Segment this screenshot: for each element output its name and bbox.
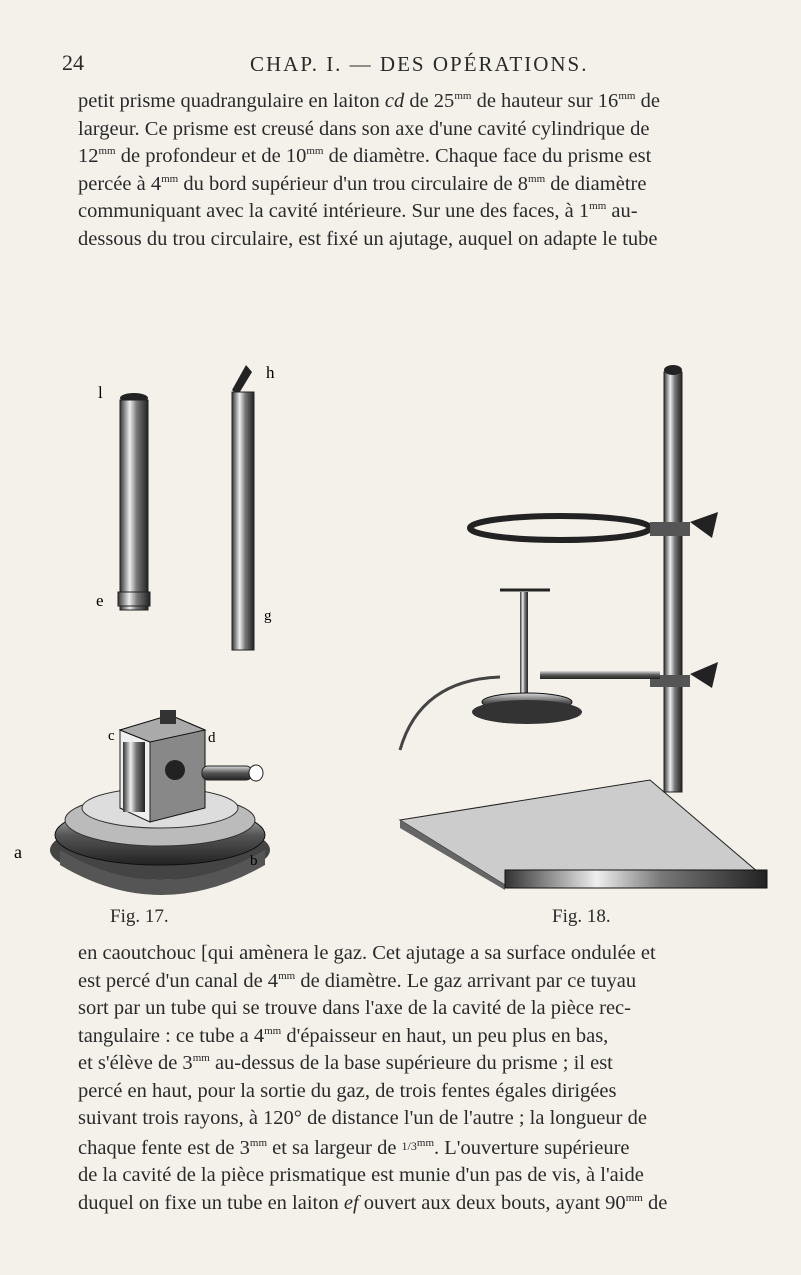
text-line: largeur. Ce prisme est creusé dans son axe d'une cavité cylindrique de <box>78 117 650 140</box>
text-line: sort par un tube qui se trouve dans l'axe de la cavité de la pièce rec- <box>78 997 631 1019</box>
page-number: 24 <box>62 50 84 75</box>
tube-ef <box>118 393 150 610</box>
text-line: communiquant avec la cavité intérieure. Sur une des faces, à $1^{mm}$ au- <box>78 200 638 222</box>
rod-hg <box>232 365 254 650</box>
prism-cd <box>120 710 263 822</box>
text-line: petit prisme quadrangulaire en laiton cd de $25^{mm}$ de hauteur sur $16^{mm}$ de <box>78 90 660 112</box>
running-title: CHAP. I. — DES OPÉRATIONS. <box>250 52 589 76</box>
label-b: b <box>250 853 258 869</box>
label-e: e <box>96 591 104 610</box>
fig18-caption: Fig. 18. <box>552 906 611 927</box>
ring-stand <box>400 365 767 890</box>
figure-illustrations <box>0 330 801 940</box>
label-c: c <box>108 728 115 744</box>
text-line: chaque fente est de $3^{mm}$ et sa largeur de $1/3^{mm}$. L'ouverture supérieure <box>78 1136 630 1159</box>
text-line: percée à $4^{mm}$ du bord supérieur d'un trou circulaire de $8^{mm}$ de diamètre <box>78 172 647 195</box>
text-line: en caoutchouc [qui amènera le gaz. Cet ajutage a sa surface ondulée et <box>78 942 656 964</box>
text-line: tangulaire : ce tube a $4^{mm}$ d'épaisseur en haut, un peu plus en bas, <box>78 1024 609 1047</box>
text-line: suivant trois rayons, à 120° de distance l'un de l'autre ; la longueur de <box>78 1107 647 1129</box>
fig17-caption: Fig. 17. <box>110 906 169 927</box>
text-line: $12^{mm}$ de profondeur et de $10^{mm}$ de diamètre. Chaque face du prisme est <box>78 145 652 167</box>
label-h: h <box>266 363 275 382</box>
text-line: duquel on fixe un tube en laiton ef ouvert aux deux bouts, ayant $90^{mm}$ de <box>78 1191 668 1214</box>
text-line: est percé d'un canal de $4^{mm}$ de diamètre. Le gaz arrivant par ce tuyau <box>78 969 637 992</box>
text-line: de la cavité de la pièce prismatique est munie d'un pas de vis, à l'aide <box>78 1164 644 1186</box>
label-g: g <box>264 608 272 624</box>
edge-letter-a: a <box>14 842 22 862</box>
text-line: et s'élève de $3^{mm}$ au-dessus de la base supérieure du prisme ; il est <box>78 1052 613 1074</box>
label-l: l <box>98 383 103 402</box>
text-line: percé en haut, pour la sortie du gaz, de trois fentes égales dirigées <box>78 1079 617 1102</box>
paragraph-top <box>78 88 766 253</box>
paragraph-bottom <box>78 940 766 1217</box>
label-d: d <box>208 730 216 746</box>
text-line: dessous du trou circulaire, est fixé un ajutage, auquel on adapte le tube <box>78 227 658 250</box>
